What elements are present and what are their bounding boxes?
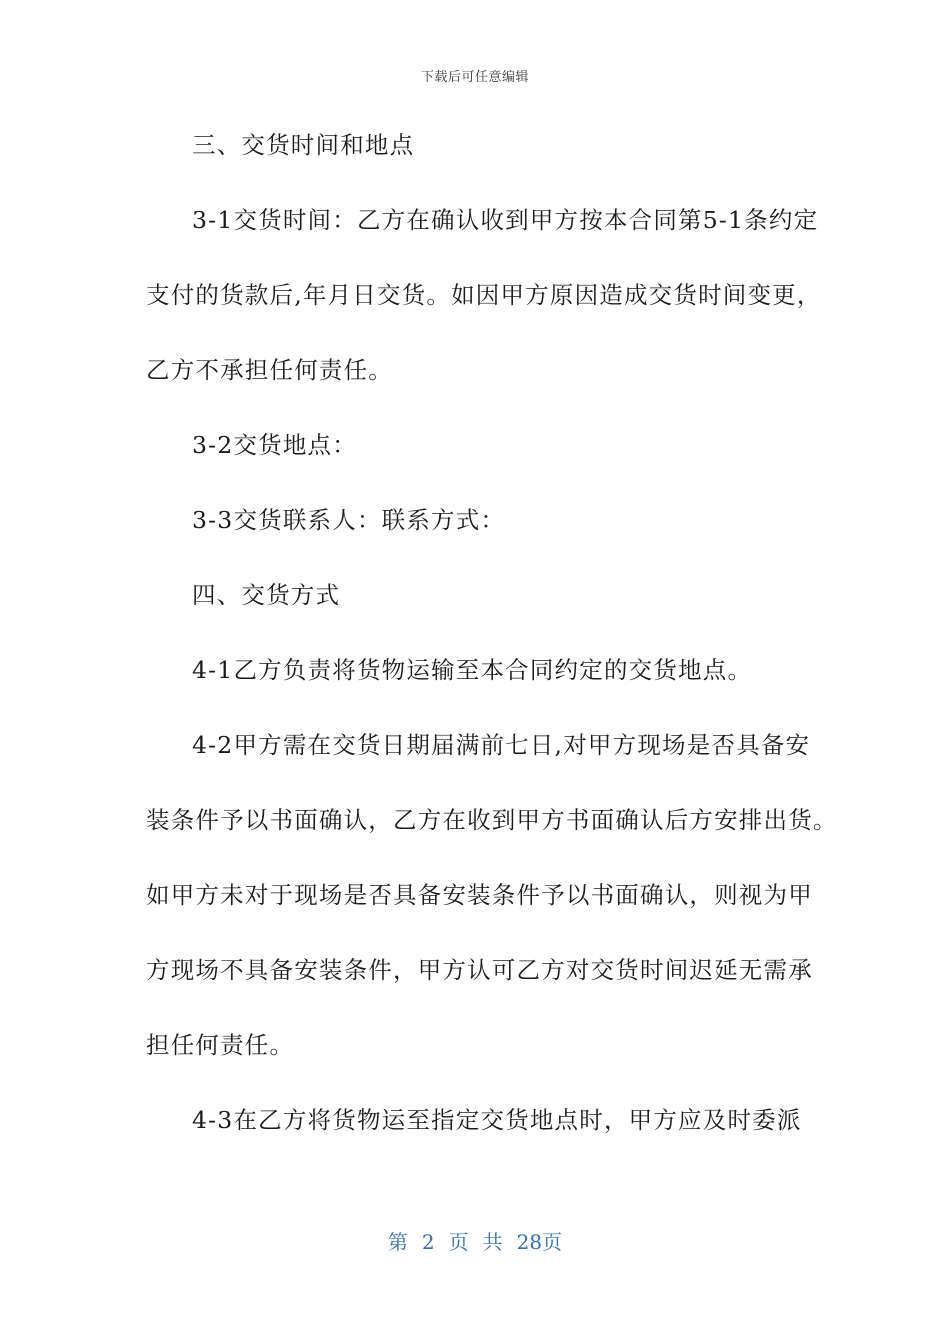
paragraph-line: 3-2交货地点： (192, 431, 357, 459)
section-heading-3: 三、交货时间和地点 (192, 131, 415, 159)
section-heading-4: 四、交货方式 (192, 581, 341, 609)
page-header: 下载后可任意编辑 (420, 70, 529, 85)
paragraph-line: 3-1交货时间：乙方在确认收到甲方按本合同第5-1条约定 (192, 206, 819, 234)
footer-total-pages: 28页 (516, 1230, 563, 1254)
paragraph-line: 3-3交货联系人：联系方式： (192, 506, 506, 534)
paragraph-line: 方现场不具备安装条件，甲方认可乙方对交货时间迟延无需承 (146, 956, 813, 984)
paragraph-line: 担任何责任。 (146, 1031, 295, 1059)
paragraph-line: 4-2甲方需在交货日期届满前七日,对甲方现场是否具备安 (192, 731, 811, 759)
footer-page-word: 页 (448, 1230, 469, 1254)
paragraph-line: 4-3在乙方将货物运至指定交货地点时，甲方应及时委派 (192, 1106, 802, 1134)
paragraph-line: 装条件予以书面确认，乙方在收到甲方书面确认后方安排出货。 (146, 806, 838, 834)
footer-current-page: 2 (421, 1230, 435, 1254)
paragraph-line: 如甲方未对于现场是否具备安装条件予以书面确认，则视为甲 (146, 881, 813, 909)
footer-total-prefix: 共 (482, 1230, 503, 1254)
paragraph-line: 乙方不承担任何责任。 (146, 356, 393, 384)
page-footer (0, 1226, 950, 1255)
paragraph-line: 4-1乙方负责将货物运输至本合同约定的交货地点。 (192, 656, 753, 684)
footer-prefix: 第 (387, 1230, 408, 1254)
paragraph-line: 支付的货款后,年月日交货。如因甲方原因造成交货时间变更， (146, 281, 822, 309)
